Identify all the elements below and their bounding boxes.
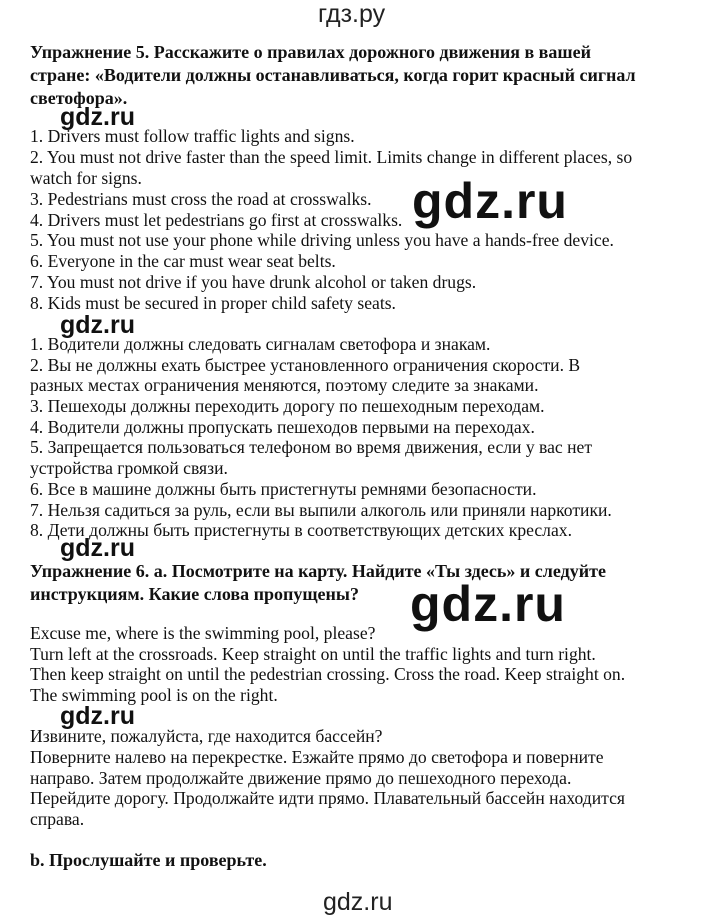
- text-line: направо. Затем продолжайте движение прямо до пешеходного перехода.: [30, 768, 572, 788]
- watermark: gdz.ru: [60, 534, 135, 562]
- text-line: Извините, пожалуйста, где находится бассейн?: [30, 726, 383, 746]
- page-header: гдз.ру: [318, 0, 386, 28]
- text-line: устройства громкой связи.: [30, 458, 228, 478]
- text-line: 4. Drivers must let pedestrians go first at crosswalks.: [30, 210, 403, 230]
- watermark: gdz.ru: [410, 576, 566, 632]
- text-line: 5. You must not use your phone while driving unless you have a hands-free device.: [30, 230, 614, 250]
- text-line: 3. Пешеходы должны переходить дорогу по пешеходным переходам.: [30, 396, 545, 416]
- text-line: 1. Водители должны следовать сигналам светофора и знакам.: [30, 334, 491, 354]
- exercise-6b-title: b. Прослушайте и проверьте.: [30, 850, 267, 870]
- text-line: разных местах ограничения меняются, поэтому следите за знаками.: [30, 375, 539, 395]
- text-line: 7. You must not drive if you have drunk alcohol or taken drugs.: [30, 272, 477, 292]
- text-line: Then keep straight on until the pedestrian crossing. Cross the road. Keep straight on.: [30, 664, 626, 684]
- page-footer: gdz.ru: [323, 888, 393, 916]
- text-line: watch for signs.: [30, 168, 142, 188]
- text-line: справа.: [30, 809, 85, 829]
- text-line: 3. Pedestrians must cross the road at crosswalks.: [30, 189, 372, 209]
- text-line: Поверните налево на перекрестке. Езжайте прямо до светофора и поверните: [30, 747, 604, 767]
- exercise-5-title-line: стране: «Водители должны останавливаться, когда горит красный сигнал: [30, 65, 636, 85]
- watermark: gdz.ru: [60, 311, 135, 339]
- exercise-6-title-line: Упражнение 6. a. Посмотрите на карту. Найдите «Ты здесь» и следуйте: [30, 561, 606, 581]
- text-line: 6. Все в машине должны быть пристегнуты ремнями безопасности.: [30, 479, 537, 499]
- text-line: 1. Drivers must follow traffic lights and signs.: [30, 126, 355, 146]
- text-line: 2. You must not drive faster than the speed limit. Limits change in different places, so: [30, 147, 633, 167]
- text-line: Turn left at the crossroads. Keep straight on until the traffic lights and turn right.: [30, 644, 596, 664]
- exercise-6-title-line: инструкциям. Какие слова пропущены?: [30, 584, 359, 604]
- text-line: Перейдите дорогу. Продолжайте идти прямо. Плавательный бассейн находится: [30, 788, 625, 808]
- watermark: gdz.ru: [60, 702, 135, 730]
- text-line: 8. Kids must be secured in proper child safety seats.: [30, 293, 396, 313]
- text-line: 8. Дети должны быть пристегнуты в соответствующих детских креслах.: [30, 520, 572, 540]
- text-line: Excuse me, where is the swimming pool, please?: [30, 623, 376, 643]
- watermark: gdz.ru: [60, 103, 135, 131]
- text-line: The swimming pool is on the right.: [30, 685, 278, 705]
- exercise-5-title-line: светофора».: [30, 88, 128, 108]
- text-line: 4. Водители должны пропускать пешеходов первыми на переходах.: [30, 417, 535, 437]
- watermark: gdz.ru: [412, 173, 568, 229]
- exercise-5-title-line: Упражнение 5. Расскажите о правилах дорожного движения в вашей: [30, 42, 591, 62]
- text-line: 6. Everyone in the car must wear seat belts.: [30, 251, 336, 271]
- text-line: 5. Запрещается пользоваться телефоном во время движения, если у вас нет: [30, 437, 593, 457]
- text-line: 7. Нельзя садиться за руль, если вы выпили алкоголь или приняли наркотики.: [30, 500, 612, 520]
- text-line: 2. Вы не должны ехать быстрее установленного ограничения скорости. В: [30, 355, 581, 375]
